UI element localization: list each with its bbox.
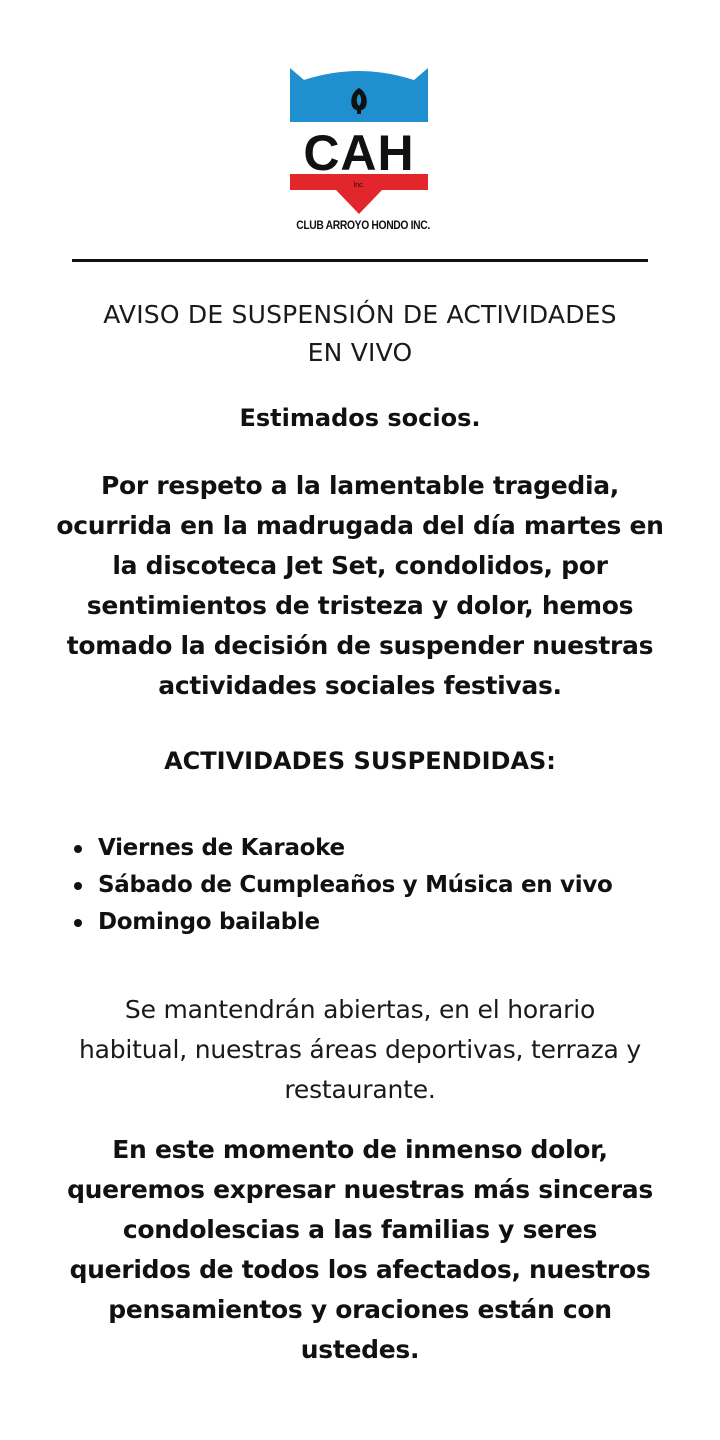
logo-monogram: CAH	[303, 125, 415, 181]
list-item	[72, 830, 672, 867]
open-areas-note: Se mantendrán abiertas, en el horario habitual, nuestras áreas deportivas, terraza y restaurante.	[78, 995, 642, 1104]
bullet-icon	[74, 882, 82, 890]
club-crest-icon	[286, 66, 432, 216]
activity-label: Domingo bailable	[98, 909, 320, 935]
notice-title: AVISO DE SUSPENSIÓN DE ACTIVIDADES EN VIVO	[103, 300, 617, 367]
logo-caption: CLUB ARROYO HONDO INC.	[296, 218, 430, 232]
list-item	[72, 867, 672, 904]
activity-label: Sábado de Cumpleaños y Música en vivo	[98, 872, 613, 898]
lead-paragraph: Por respeto a la lamentable tragedia, ocurrida en la madrugada del día martes en la discoteca Jet Set, condolidos, por sentimientos de tristeza y dolor, hemos tomado la decisión de suspender nuestras actividades sociales festivas.	[56, 471, 664, 700]
bullet-icon	[74, 845, 82, 853]
bullet-icon	[74, 919, 82, 927]
logo-inc-mark: Inc.	[353, 182, 365, 189]
club-logo	[286, 66, 432, 241]
suspended-activities-heading: ACTIVIDADES SUSPENDIDAS:	[164, 747, 556, 775]
greeting: Estimados socios.	[239, 404, 481, 432]
header-divider	[72, 259, 648, 262]
list-item	[72, 904, 672, 941]
activity-label: Viernes de Karaoke	[98, 835, 345, 861]
suspended-activities-list	[72, 830, 672, 941]
closing-message: En este momento de inmenso dolor, queremos expresar nuestras más sinceras condolescias a las familias y seres queridos de todos los afectados, nuestros pensamientos y oraciones están con ustedes.	[67, 1135, 653, 1364]
